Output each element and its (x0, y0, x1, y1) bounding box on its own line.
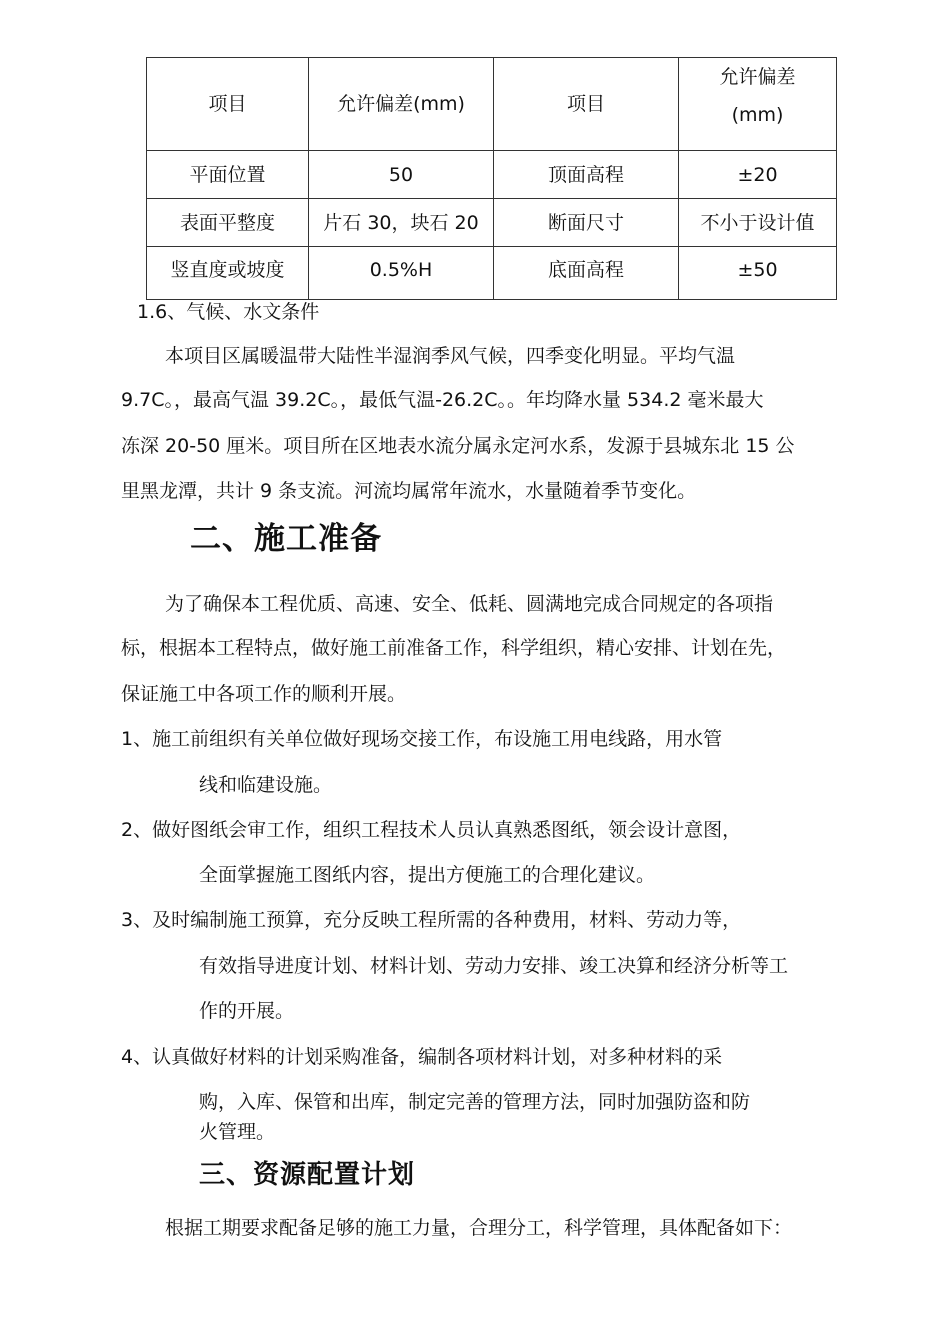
list-item-4-continuation: 购，入库、保管和出库，制定完善的管理方法，同时加强防盗和防 (199, 1091, 751, 1113)
list-item-1-continuation: 线和临建设施。 (199, 774, 333, 796)
list-item-4: 4、认真做好材料的计划采购准备，编制各项材料计划，对多种材料的采 (121, 1046, 723, 1068)
list-item-3-continuation: 有效指导进度计划、材料计划、劳动力安排、竣工决算和经济分析等工 (199, 955, 789, 977)
cell-item: 底面高程 (494, 247, 679, 300)
cell-item: 平面位置 (147, 151, 309, 199)
list-item-2-continuation: 全面掌握施工图纸内容，提出方便施工的合理化建议。 (199, 864, 656, 886)
header-tolerance-2 (679, 58, 837, 151)
table-row (147, 247, 837, 300)
climate-paragraph-line: 冻深 20-50 厘米。项目所在区地表水流分属永定河水系，发源于县城东北 15 公 (121, 435, 795, 457)
section-2-heading: 二、施工准备 (190, 521, 382, 557)
resource-intro-line: 根据工期要求配备足够的施工力量，合理分工，科学管理，具体配备如下： (165, 1217, 793, 1239)
list-item-4-continuation: 火管理。 (199, 1121, 276, 1143)
preparation-intro-line: 保证施工中各项工作的顺利开展。 (121, 683, 407, 705)
table-header-row (147, 58, 837, 151)
cell-tolerance: 0.5%H (309, 247, 494, 300)
tolerance-table (146, 57, 837, 300)
list-item-3-continuation: 作的开展。 (199, 1000, 295, 1022)
section-1-6-heading: 1.6、气候、水文条件 (137, 301, 320, 323)
cell-tolerance: ±20 (679, 151, 837, 199)
cell-tolerance: ±50 (679, 247, 837, 300)
table-row (147, 151, 837, 199)
header-tolerance-1: 允许偏差(mm) (309, 58, 494, 151)
climate-paragraph-line: 9.7C。，最高气温 39.2C。，最低气温-26.2C。。年均降水量 534.2 毫米最大 (121, 389, 764, 411)
header-item-2: 项目 (494, 58, 679, 151)
header-tolerance-2-line1: 允许偏差 (719, 66, 796, 88)
cell-tolerance: 不小于设计值 (679, 199, 837, 247)
header-tolerance-2-line2: (mm) (731, 104, 784, 126)
climate-paragraph-line: 本项目区属暖温带大陆性半湿润季风气候，四季变化明显。平均气温 (165, 345, 736, 367)
cell-item: 顶面高程 (494, 151, 679, 199)
table-row (147, 199, 837, 247)
climate-paragraph-line: 里黑龙潭，共计 9 条支流。河流均属常年流水，水量随着季节变化。 (121, 480, 697, 502)
preparation-intro-line: 为了确保本工程优质、高速、安全、低耗、圆满地完成合同规定的各项指 (165, 593, 774, 615)
preparation-intro-line: 标，根据本工程特点，做好施工前准备工作，科学组织，精心安排、计划在先， (121, 637, 787, 659)
header-item-1: 项目 (147, 58, 309, 151)
cell-tolerance: 50 (309, 151, 494, 199)
cell-tolerance: 片石 30，块石 20 (309, 199, 494, 247)
cell-item: 断面尺寸 (494, 199, 679, 247)
list-item-3: 3、及时编制施工预算，充分反映工程所需的各种费用，材料、劳动力等， (121, 909, 742, 931)
list-item-1: 1、施工前组织有关单位做好现场交接工作，布设施工用电线路，用水管 (121, 728, 723, 750)
cell-item: 表面平整度 (147, 199, 309, 247)
list-item-2: 2、做好图纸会审工作，组织工程技术人员认真熟悉图纸，领会设计意图， (121, 819, 742, 841)
cell-item: 竖直度或坡度 (147, 247, 309, 300)
section-3-heading: 三、资源配置计划 (199, 1160, 416, 1190)
